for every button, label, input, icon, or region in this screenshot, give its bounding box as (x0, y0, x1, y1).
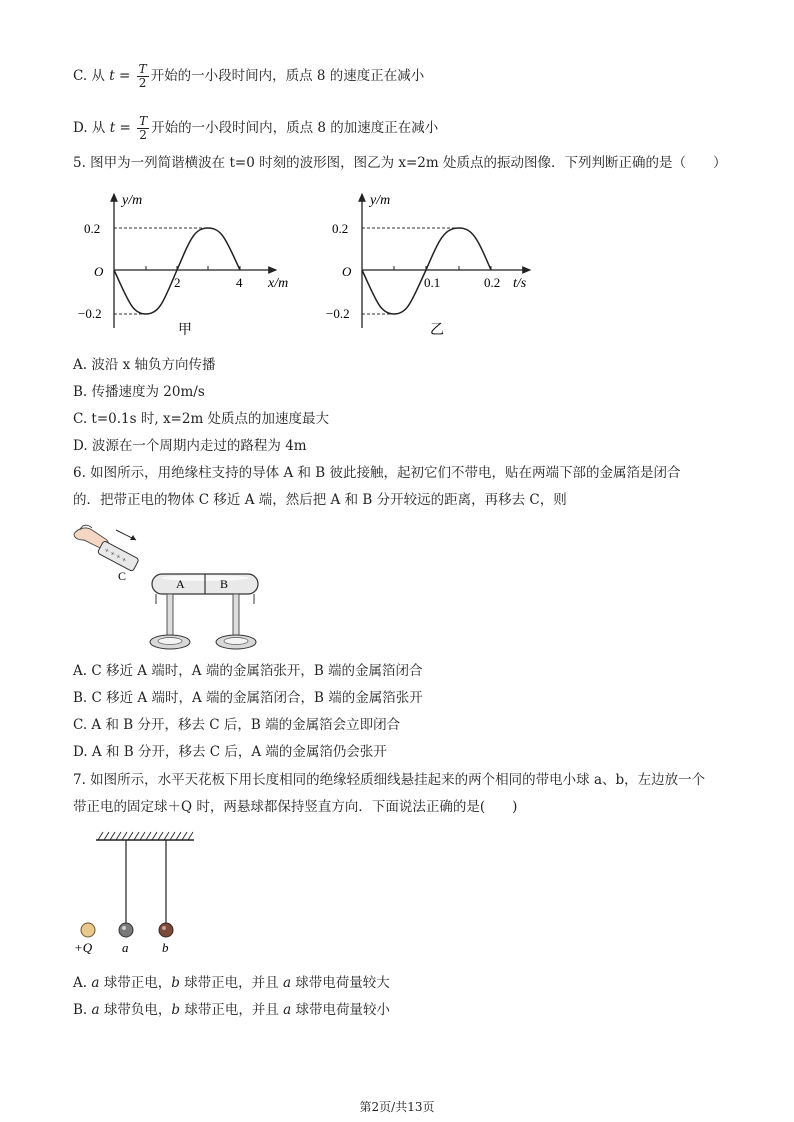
vibration-curve (362, 228, 491, 314)
q5-option-d: D. 波源在一个周期内走过的路程为 4m (73, 438, 307, 454)
origin-label: O (342, 264, 352, 279)
q6-stem-line2: 的．把带正电的物体 C 移近 A 端，然后把 A 和 B 分开较远的距离，再移去 C，则 (73, 492, 567, 508)
charged-rod-c (97, 540, 139, 571)
wave-graph-jia (70, 188, 310, 348)
q6-option-b: B. C 移近 A 端时，A 端的金属箔闭合，B 端的金属箔张开 (73, 690, 423, 706)
q6-option-a: A. C 移近 A 端时，A 端的金属箔张开，B 端的金属箔闭合 (73, 663, 423, 679)
label-b: B (220, 577, 229, 591)
x-tick-0-2: 0.2 (484, 275, 501, 290)
wave-curve (114, 228, 240, 314)
y-axis-label: y/m (370, 193, 391, 208)
q7-option-b: B. a 球带负电，b 球带正电，并且 a 球带电荷量较小 (73, 1002, 390, 1018)
figure-caption-yi: 乙 (430, 323, 444, 338)
fraction-t-over-2: $\frac{T}{2}$ (138, 62, 147, 90)
label-c: C (118, 569, 127, 583)
q6-stem-line1: 6. 如图所示，用绝缘柱支持的导体 A 和 B 彼此接触，起初它们不带电，贴在两端下部的金属箔是闭合 (73, 465, 681, 481)
ball-a (119, 923, 133, 937)
fixed-ball-q (81, 923, 95, 937)
x-axis-label: t/s (513, 276, 527, 291)
q5-stem: 5. 图甲为一列简谐横波在 t=0 时刻的波形图，图乙为 x=2m 处质点的振动图像．下列判断正确的是（ ） (73, 155, 727, 171)
fraction-t-over-2: $\frac{T}{2}$ (139, 114, 148, 142)
conductor-figure (70, 520, 270, 655)
x-tick-4: 4 (236, 275, 243, 290)
label-plus-q: +Q (74, 940, 93, 955)
x-tick-0-1: 0.1 (424, 275, 441, 290)
label-a: a (122, 940, 129, 955)
q7-stem-line2: 带正电的固定球＋Q 时，两悬球都保持竖直方向．下面说法正确的是( ) (73, 799, 518, 815)
q7-stem-line1: 7. 如图所示，水平天花板下用长度相同的绝缘轻质细线悬挂起来的两个相同的带电小球 a、b，左边放一个 (73, 772, 706, 788)
label-b: b (162, 940, 169, 955)
q6-option-d: D. A 和 B 分开，移去 C 后，A 端的金属箔仍会张开 (73, 744, 387, 760)
svg-text:+ + + +: + + + + (102, 545, 129, 565)
q5-option-c: C. t=0.1s 时, x=2m 处质点的加速度最大 (73, 411, 330, 427)
ball-b (159, 923, 173, 937)
x-axis-label: x/m (268, 276, 289, 291)
q5-option-b: B. 传播速度为 20m/s (73, 384, 205, 400)
y-axis-label: y/m (122, 193, 143, 208)
y-tick-neg: −0.2 (326, 306, 350, 321)
figure-caption-jia: 甲 (178, 323, 192, 338)
x-tick-2: 2 (174, 275, 181, 290)
q6-option-c: C. A 和 B 分开，移去 C 后，B 端的金属箔会立即闭合 (73, 717, 401, 733)
q4-option-c: C. 从 t = $\frac{T}{2}$ 开始的一小段时间内，质点 8 的速度正在减小 (73, 62, 425, 90)
q5-option-a: A. 波沿 x 轴负方向传播 (73, 357, 216, 373)
origin-label: O (94, 264, 104, 279)
q7-option-a: A. a 球带正电，b 球带正电，并且 a 球带电荷量较大 (73, 975, 390, 991)
y-tick-neg: −0.2 (78, 306, 102, 321)
y-tick-pos: 0.2 (84, 221, 101, 236)
page-footer: 第2页/共13页 (359, 1100, 435, 1114)
pendulum-figure (70, 826, 210, 960)
label-a: A (176, 577, 185, 591)
q4-option-d: D. 从 t = $\frac{T}{2}$ 开始的一小段时间内，质点 8 的加速度正在减小 (73, 114, 439, 142)
vibration-graph-yi (320, 188, 540, 348)
y-tick-pos: 0.2 (332, 221, 349, 236)
